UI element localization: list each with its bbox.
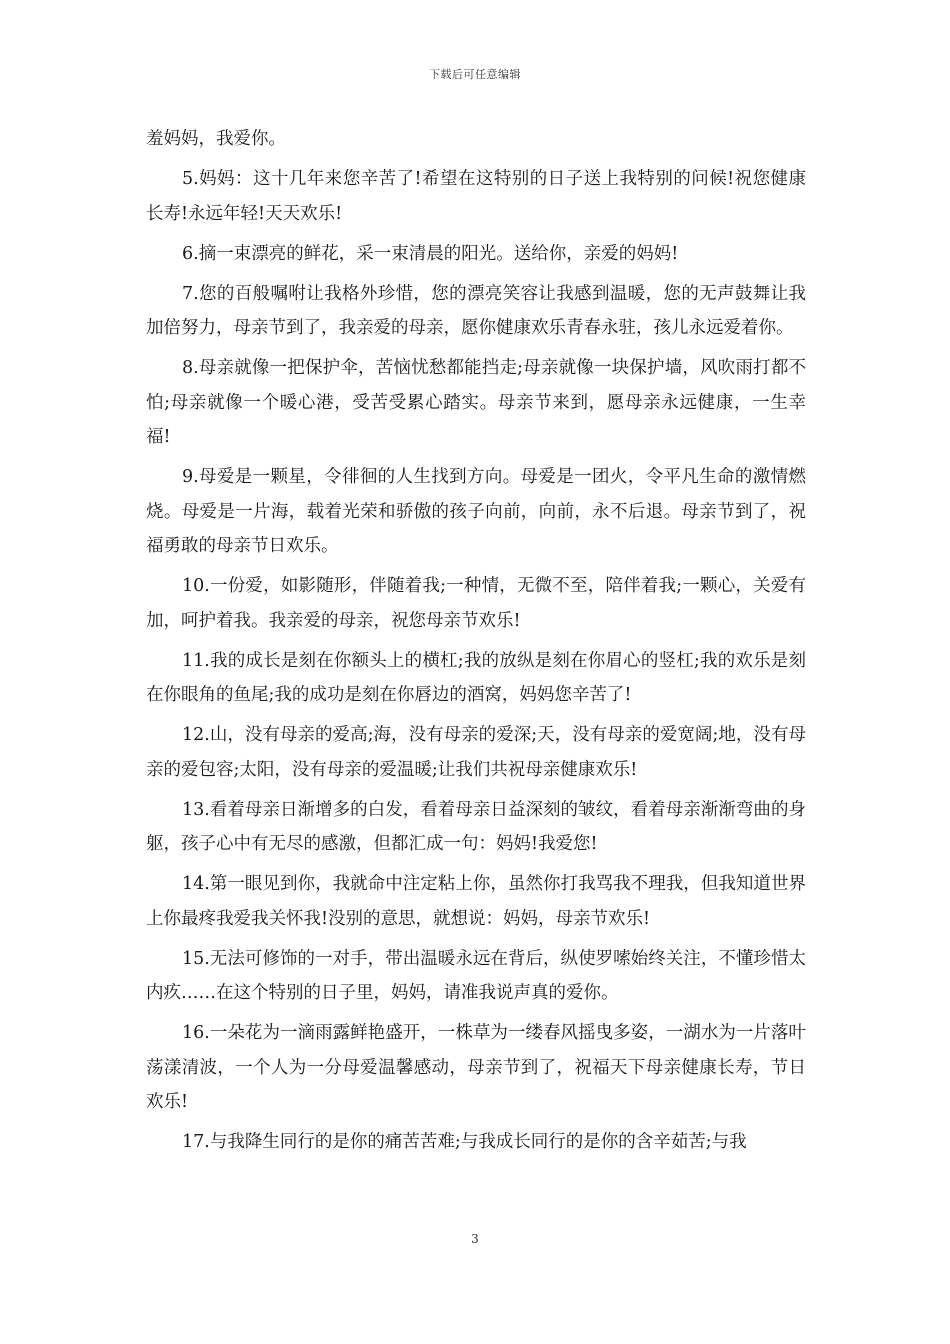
paragraph-14: 14.第一眼见到你，我就命中注定粘上你，虽然你打我骂我不理我，但我知道世界上你最疼我爱我关怀我!没别的意思，就想说：妈妈，母亲节欢乐! (146, 874, 806, 929)
paragraph-11: 11.我的成长是刻在你额头上的横杠;我的放纵是刻在你眉心的竖杠;我的欢乐是刻在你眼角的鱼尾;我的成功是刻在你唇边的酒窝，妈妈您辛苦了! (146, 650, 806, 705)
paragraph-12: 12.山，没有母亲的爱高;海，没有母亲的爱深;天，没有母亲的爱宽阔;地，没有母亲的爱包容;太阳，没有母亲的爱温暖;让我们共祝母亲健康欢乐! (146, 725, 806, 780)
paragraph-10: 10.一份爱，如影随形，伴随着我;一种情，无微不至，陪伴着我;一颗心，关爱有加，呵护着我。我亲爱的母亲，祝您母亲节欢乐! (146, 576, 806, 631)
paragraph-6: 6.摘一束漂亮的鲜花，采一束清晨的阳光。送给你，亲爱的妈妈! (182, 243, 679, 264)
paragraph-13: 13.看着母亲日渐增多的白发，看着母亲日益深刻的皱纹，看着母亲渐渐弯曲的身躯，孩子心中有无尽的感激，但都汇成一句：妈妈!我爱您! (146, 799, 806, 854)
paragraph-8: 8.母亲就像一把保护伞，苦恼忧愁都能挡走;母亲就像一块保护墙，风吹雨打都不怕;母亲就像一个暖心港，受苦受累心踏实。母亲节来到，愿母亲永远健康，一生幸福! (146, 358, 806, 447)
paragraph-9: 9.母爱是一颗星，令徘徊的人生找到方向。母爱是一团火，令平凡生命的激情燃烧。母爱是一片海，载着光荣和骄傲的孩子向前，向前，永不后退。母亲节到了，祝福勇敢的母亲节日欢乐。 (146, 467, 806, 556)
paragraph-17: 17.与我降生同行的是你的痛苦苦难;与我成长同行的是你的含辛茹苦;与我 (182, 1132, 747, 1152)
paragraph-5: 5.妈妈：这十几年来您辛苦了!希望在这特别的日子送上我特别的问候!祝您健康长寿!永远年轻!天天欢乐! (146, 169, 806, 224)
page-number: 3 (471, 1232, 479, 1246)
paragraph-16: 16.一朵花为一滴雨露鲜艳盛开，一株草为一缕春风摇曳多姿，一湖水为一片落叶荡漾清波，一个人为一分母爱温馨感动，母亲节到了，祝福天下母亲健康长寿，节日欢乐! (146, 1023, 806, 1112)
paragraph-15: 15.无法可修饰的一对手，带出温暖永远在背后，纵使罗嗦始终关注，不懂珍惜太内疚……在这个特别的日子里，妈妈，请准我说声真的爱你。 (146, 948, 806, 1003)
paragraph-0: 羞妈妈，我爱你。 (146, 129, 286, 149)
paragraph-7: 7.您的百般嘱咐让我格外珍惜，您的漂亮笑容让我感到温暖，您的无声鼓舞让我加倍努力，母亲节到了，我亲爱的母亲，愿你健康欢乐青春永驻，孩儿永远爱着你。 (146, 283, 806, 338)
page-header: 下载后可任意编辑 (429, 68, 521, 81)
document-body (146, 122, 806, 1165)
